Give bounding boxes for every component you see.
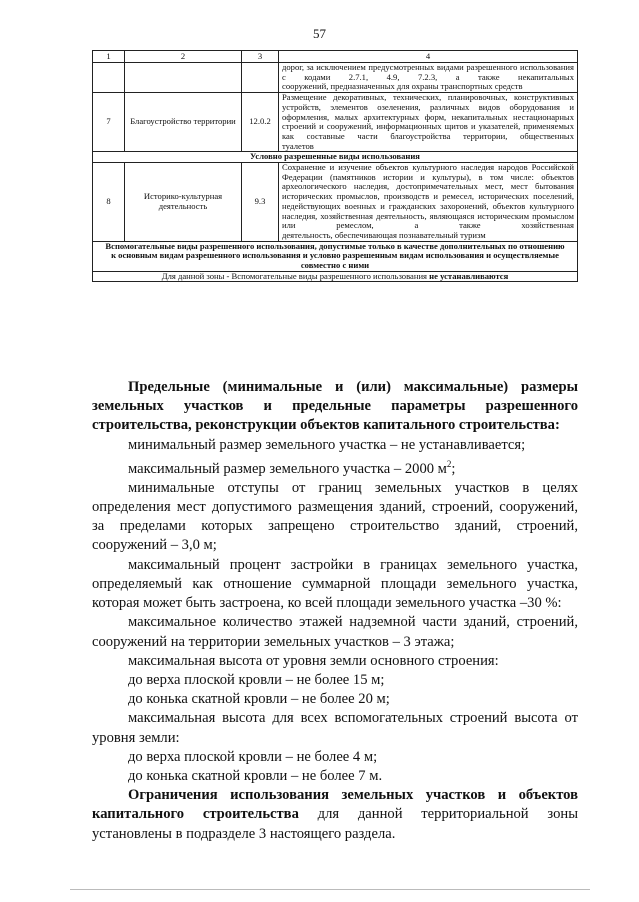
paragraph-text: максимальный размер земельного участка – 2000 м <box>128 460 447 477</box>
paragraph: минимальные отступы от границ земельных участков в целях определения мест допустимого размещения зданий, строений, сооружений, за пределами которых запрещено строительство зданий, строений, сооружений – 3,0 м; <box>92 479 578 554</box>
cell-empty <box>242 63 279 93</box>
page-number: 57 <box>313 26 326 41</box>
document-body <box>92 378 578 844</box>
description-text: Сохранение и изучение объектов культурного наследия народов Российской Федерации (памятников истории и культуры), в том числе: объектов археологического наследия, достопримечательных мест, мест бытования исторических промыслов, производств и ремесел, исторических поселений, недействующих военных и гражданских захоронений, объектов культурного наследия, хозяйственная деятельность, являющаяся историческим промыслом или ремеслом, а также хозяйственная <box>282 162 574 231</box>
description-text-last: деятельность, обеспечивающая познавательный туризм <box>282 229 486 240</box>
paragraph <box>92 455 578 479</box>
header-col-2: 2 <box>125 51 242 63</box>
header-col-4: 4 <box>279 51 578 63</box>
paragraph: максимальная высота от уровня земли основного строения: <box>128 652 499 669</box>
paragraph: до конька скатной кровли – не более 7 м. <box>128 767 383 784</box>
footer-note <box>93 271 578 282</box>
description-text: Размещение декоративных, технических, планировочных, конструктивных устройств, элементов озеленения, различных видов оборудования и оформления, малых архитектурных форм, некапитальных нестационарных строений и сооружений, информационных щитов и указателей, применяемых как составные части благоустройства территории, общественных <box>282 92 574 141</box>
section-row-auxiliary <box>93 241 578 271</box>
section-title-conditional: Условно разрешенные виды использования <box>93 152 578 163</box>
cell-number: 8 <box>93 163 125 242</box>
header-col-1: 1 <box>93 51 125 63</box>
header-col-3: 3 <box>242 51 279 63</box>
table-header-row <box>93 51 578 63</box>
paragraph-end: ; <box>451 460 456 477</box>
table-row-7 <box>93 93 578 152</box>
paragraph: до верха плоской кровли – не более 4 м; <box>128 748 378 765</box>
paragraph: максимальное количество этажей надземной части зданий, строений, сооружений на территории земельных участков – 3 этажа; <box>92 614 578 650</box>
restrictions-bold: Ограничения использования земельных участков и объектов капитального строительства <box>92 787 578 823</box>
description-text: дорог, за исключением предусмотренных видами разрешенного использования с кодами 2.7.1, 4.9, 7.2.3, а также некапитальных <box>282 62 574 82</box>
cell-number: 7 <box>93 93 125 152</box>
cell-description <box>279 93 578 152</box>
cell-code: 12.0.2 <box>242 93 279 152</box>
footer-note-text: Для данной зоны - Вспомогательные виды разрешенного использования <box>161 270 430 281</box>
cell-use-name: Благоустройство территории <box>125 93 242 152</box>
paragraph: минимальный размер земельного участка – не устанавливается; <box>128 436 526 453</box>
land-use-table <box>92 50 578 282</box>
cell-empty <box>125 63 242 93</box>
superscript: 2 <box>446 458 452 469</box>
page-bottom-rule <box>70 889 590 890</box>
paragraph: до конька скатной кровли – не более 20 м; <box>128 691 390 708</box>
cell-empty <box>93 63 125 93</box>
paragraph-restrictions <box>92 786 578 844</box>
cell-description <box>279 163 578 242</box>
section-heading <box>92 378 578 436</box>
restrictions-text: для данной территориальной зоны установлены в подразделе 3 настоящего раздела. <box>92 806 578 842</box>
description-text-last: сооружений, предназначенных для охраны транспортных средств <box>282 81 523 92</box>
section-row-conditional <box>93 152 578 163</box>
table-footer-row <box>93 271 578 282</box>
table-row-8 <box>93 163 578 242</box>
section-title-auxiliary: Вспомогательные виды разрешенного использования, допустимые только в качестве дополнительных по отношению к основным видам разрешенного использования и условно разрешенным видам использования и осуществляемые совместно с ними <box>93 241 578 271</box>
paragraph: максимальный процент застройки в границах земельного участка, определяемый как отношение суммарной площади земельного участка, которая может быть застроена, ко всей площади земельного участка –30 %: <box>92 556 578 612</box>
section-heading-text: Предельные (минимальные и (или) максимальные) размеры земельных участков и предельные параметры разрешенного строительства, реконструкции объектов капитального строительства: <box>92 379 578 434</box>
cell-use-name: Историко-культурная деятельность <box>125 163 242 242</box>
paragraph: максимальная высота для всех вспомогательных строений высота от уровня земли: <box>92 710 578 746</box>
cell-code: 9.3 <box>242 163 279 242</box>
footer-note-bold: не устанавливаются <box>429 270 509 281</box>
table-row-continued <box>93 63 578 93</box>
cell-description <box>279 63 578 93</box>
description-text-last: туалетов <box>282 140 314 151</box>
paragraph: до верха плоской кровли – не более 15 м; <box>128 671 385 688</box>
